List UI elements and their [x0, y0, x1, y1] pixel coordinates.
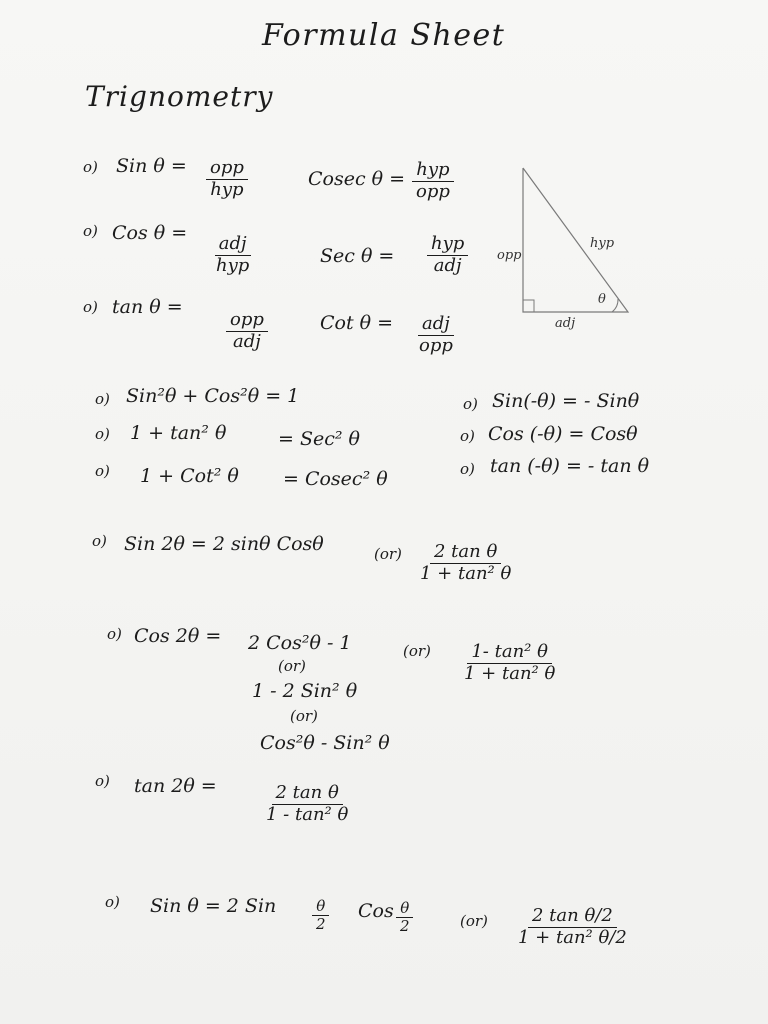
right-angle-marker	[523, 300, 534, 312]
bullet: o)	[95, 425, 110, 443]
or-connector: (or)	[374, 545, 402, 563]
fraction-denominator: 1 + tan² θ	[420, 562, 512, 584]
bullet: o)	[105, 893, 120, 911]
bullet: o)	[460, 427, 475, 445]
bullet: o)	[83, 298, 98, 316]
triangle-label-opp: opp	[497, 248, 522, 263]
bullet: o)	[83, 222, 98, 240]
bullet: o)	[95, 390, 110, 408]
triangle-label-adj: adj	[555, 316, 576, 331]
half-angle-fraction	[312, 898, 330, 934]
half-angle-sin-label: Sin θ = 2 Sin	[150, 895, 277, 917]
fraction-numerator: 1- tan² θ	[467, 642, 552, 664]
fraction-numerator: 2 tan θ	[272, 783, 343, 805]
double-angle-sin-fraction	[416, 542, 515, 584]
fraction-denominator: hyp	[210, 178, 244, 200]
pythagorean-identity-1: Sin²θ + Cos²θ = 1	[126, 385, 300, 407]
or-connector: (or)	[290, 707, 318, 725]
fraction-numerator: adj	[215, 234, 251, 256]
fraction-denominator: 1 + tan² θ/2	[518, 926, 627, 948]
cos-ratio-label: Cos θ =	[112, 222, 188, 244]
fraction-denominator: adj	[433, 254, 462, 276]
fraction-denominator: 1 - tan² θ	[266, 803, 349, 825]
negative-angle-sin: Sin(-θ) = - Sinθ	[492, 390, 640, 412]
fraction-numerator: hyp	[427, 234, 468, 256]
fraction-numerator: opp	[206, 158, 248, 180]
pythagorean-identity-3-right: = Cosec² θ	[283, 468, 388, 490]
cot-ratio-label: Cot θ =	[320, 312, 394, 334]
fraction-numerator: 2 tan θ	[430, 542, 501, 564]
fraction-numerator: adj	[418, 314, 454, 336]
bullet: o)	[460, 460, 475, 478]
tan-ratio-fraction	[226, 310, 268, 352]
double-angle-cos-form-b: 1 - 2 Sin² θ	[252, 680, 358, 702]
negative-angle-tan: tan (-θ) = - tan θ	[490, 455, 650, 477]
half-angle-fraction	[396, 900, 414, 936]
pythagorean-identity-3-left: 1 + Cot² θ	[140, 465, 239, 487]
sin-ratio-label: Sin θ =	[116, 155, 187, 177]
negative-angle-cos: Cos (-θ) = Cosθ	[488, 423, 638, 445]
sec-ratio-fraction	[427, 234, 468, 276]
half-angle-sin-fraction	[514, 906, 631, 948]
fraction-denominator: 2	[316, 915, 326, 934]
section-heading-trigonometry: Trignometry	[85, 80, 274, 113]
bullet: o)	[92, 532, 107, 550]
double-angle-cos-form-a: 2 Cos²θ - 1	[248, 632, 352, 654]
pythagorean-identity-2-left: 1 + tan² θ	[130, 422, 227, 444]
page-title: Formula Sheet	[262, 18, 506, 53]
cot-ratio-fraction	[415, 314, 457, 356]
bullet: o)	[95, 772, 110, 790]
fraction-numerator: hyp	[412, 160, 453, 182]
right-triangle-diagram	[500, 160, 640, 320]
cos-ratio-fraction	[212, 234, 253, 276]
or-connector: (or)	[460, 912, 488, 930]
fraction-denominator: 1 + tan² θ	[464, 662, 556, 684]
cosec-ratio-label: Cosec θ =	[308, 168, 406, 190]
or-connector: (or)	[278, 657, 306, 675]
double-angle-tan-fraction	[262, 783, 352, 825]
cosec-ratio-fraction	[412, 160, 454, 202]
triangle-label-angle: θ	[598, 292, 606, 307]
or-connector: (or)	[403, 642, 431, 660]
bullet: o)	[95, 462, 110, 480]
fraction-numerator: θ	[312, 898, 329, 916]
fraction-numerator: 2 tan θ/2	[528, 906, 617, 928]
half-angle-cos-word: Cos	[358, 900, 394, 922]
fraction-numerator: opp	[226, 310, 268, 332]
tan-ratio-label: tan θ =	[112, 296, 183, 318]
sin-ratio-fraction	[206, 158, 248, 200]
fraction-denominator: opp	[419, 334, 453, 356]
fraction-denominator: adj	[233, 330, 261, 352]
bullet: o)	[107, 625, 122, 643]
fraction-denominator: hyp	[216, 254, 250, 276]
double-angle-tan-label: tan 2θ =	[134, 775, 217, 797]
triangle-label-hyp: hyp	[590, 236, 615, 251]
bullet: o)	[463, 395, 478, 413]
double-angle-cos-form-c: Cos²θ - Sin² θ	[260, 732, 390, 754]
double-angle-cos-label: Cos 2θ =	[134, 625, 222, 647]
sec-ratio-label: Sec θ =	[320, 245, 395, 267]
fraction-denominator: opp	[416, 180, 450, 202]
pythagorean-identity-2-right: = Sec² θ	[278, 428, 360, 450]
fraction-denominator: 2	[400, 917, 410, 936]
angle-arc	[612, 299, 618, 312]
double-angle-sin: Sin 2θ = 2 sinθ Cosθ	[124, 533, 324, 555]
bullet: o)	[83, 158, 98, 176]
fraction-numerator: θ	[396, 900, 413, 918]
double-angle-cos-fraction	[460, 642, 559, 684]
